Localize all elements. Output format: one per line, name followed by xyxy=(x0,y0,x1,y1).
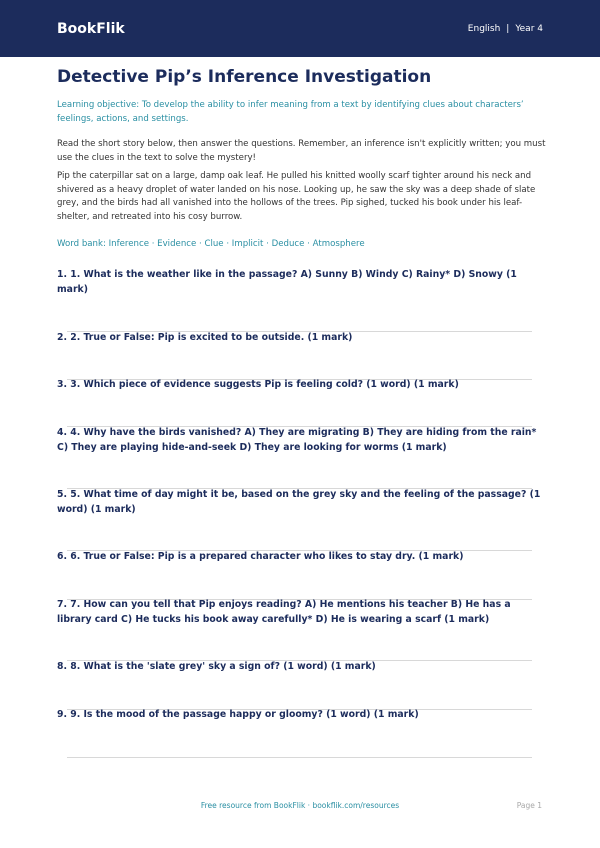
instructions: Read the short story below, then answer the questions. Remember, an inference isn't explicitly written; you must use the clues in the text to solve the mystery! xyxy=(57,139,546,163)
word-bank: Word bank: Inference · Evidence · Clue · Implicit · Deduce · Atmosphere xyxy=(57,239,365,249)
story-passage: Pip the caterpillar sat on a large, damp oak leaf. He pulled his knitted woolly scarf tighter around his neck and shivered as a heavy droplet of water landed on his nose. Looking up, he saw the sky was a deep shade of slate grey, and the birds had all vanished into the hollows of the trees. Pip sighed, tucked his book under his leaf-shelter, and retreated into his cosy burrow. xyxy=(57,171,536,222)
question-4 xyxy=(57,426,547,455)
subject-label: English xyxy=(467,23,501,34)
question-7 xyxy=(57,598,547,627)
brand-logo[interactable]: BookFlik xyxy=(57,20,125,37)
question-text: 6. 6. True or False: Pip is a prepared character who likes to stay dry. (1 mark) xyxy=(57,551,464,562)
header-separator: | xyxy=(506,23,510,34)
answer-line-9 xyxy=(67,757,532,758)
question-text: 5. 5. What time of day might it be, based on the grey sky and the feeling of the passage? (1 word) (1 mark) xyxy=(57,489,541,515)
question-9 xyxy=(57,708,547,723)
question-text: 1. 1. What is the weather like in the passage? A) Sunny B) Windy C) Rainy* D) Snowy (1 mark) xyxy=(57,269,517,295)
question-2 xyxy=(57,331,547,346)
question-1 xyxy=(57,268,547,297)
question-3 xyxy=(57,378,547,393)
header-meta xyxy=(468,24,543,34)
question-text: 8. 8. What is the 'slate grey' sky a sign of? (1 word) (1 mark) xyxy=(57,661,376,672)
question-5 xyxy=(57,488,547,517)
page-header xyxy=(0,0,600,57)
question-6 xyxy=(57,550,547,565)
learning-objective: Learning objective: To develop the ability to infer meaning from a text by identifying clues about characters’ feelings, actions, and settings. xyxy=(57,100,524,124)
question-text: 9. 9. Is the mood of the passage happy or gloomy? (1 word) (1 mark) xyxy=(57,709,419,720)
page-title: Detective Pip’s Inference Investigation xyxy=(57,67,432,87)
question-text: 3. 3. Which piece of evidence suggests Pip is feeling cold? (1 word) (1 mark) xyxy=(57,379,459,390)
footer-link[interactable]: Free resource from BookFlik · bookflik.com/resources xyxy=(200,801,400,810)
page-footer xyxy=(0,801,600,815)
question-text: 2. 2. True or False: Pip is excited to be outside. (1 mark) xyxy=(57,332,353,343)
question-8 xyxy=(57,660,547,675)
page-number: Page 1 xyxy=(516,801,542,810)
question-text: 4. 4. Why have the birds vanished? A) They are migrating B) They are hiding from the rain* C) They are playing hide-and-seek D) They are looking for worms (1 mark) xyxy=(57,427,537,453)
year-label: Year 4 xyxy=(515,23,543,34)
question-text: 7. 7. How can you tell that Pip enjoys reading? A) He mentions his teacher B) He has a library card C) He tucks his book away carefully* D) He is wearing a scarf (1 mark) xyxy=(57,599,511,625)
